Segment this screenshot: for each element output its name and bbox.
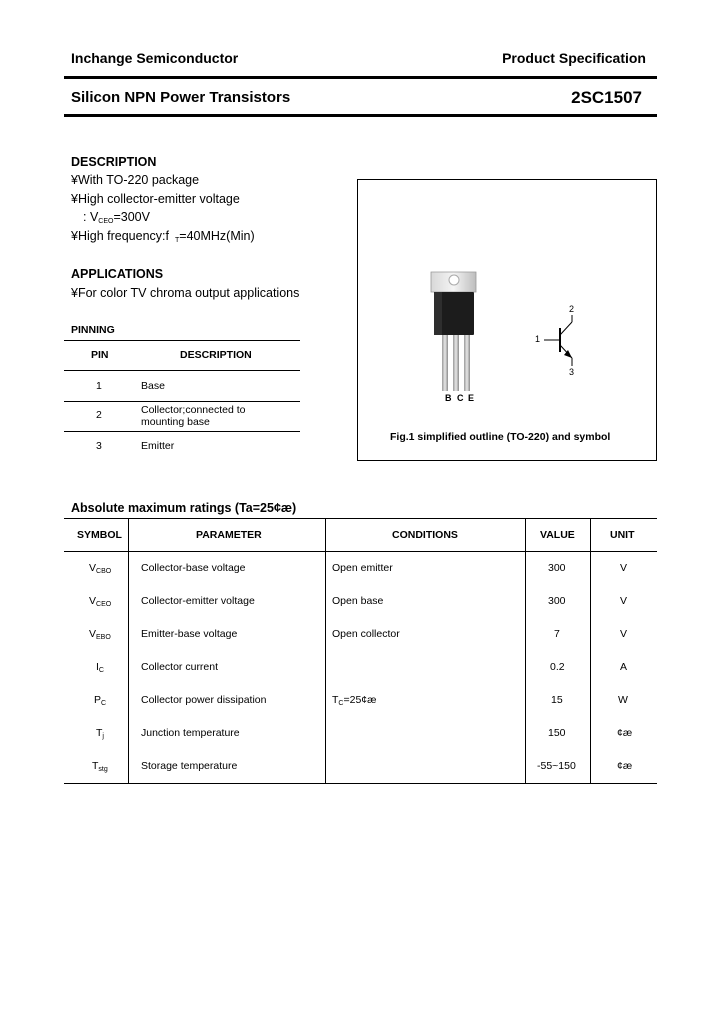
application-item: ¥For color TV chroma output applications <box>71 286 300 300</box>
rating-symbol: $V_{CEO}$ <box>89 595 112 608</box>
rating-unit: A <box>620 661 628 673</box>
col-unit: UNIT <box>610 529 635 541</box>
ratings-col-divider <box>525 518 526 783</box>
product-line: Silicon NPN Power Transistors <box>71 89 291 106</box>
pin-number: 3 <box>96 440 102 452</box>
symbol-pin-1: 1 <box>535 334 541 344</box>
applications-title: APPLICATIONS <box>71 267 164 281</box>
rating-symbol: $P_C$ <box>94 694 107 707</box>
rating-parameter: Collector current <box>141 661 219 673</box>
rating-unit: V <box>620 628 628 640</box>
part-number: 2SC1507 <box>571 88 642 107</box>
pinning-rule <box>64 431 300 432</box>
ratings-col-divider <box>590 518 591 783</box>
pin-number: 1 <box>96 380 102 392</box>
pinning-title: PINNING <box>71 324 115 336</box>
rating-symbol: $I_C$ <box>96 661 104 674</box>
header-rule-bottom <box>64 114 657 117</box>
description-title: DESCRIPTION <box>71 155 157 169</box>
pinning-col-description: DESCRIPTION <box>180 349 252 361</box>
pinning-col-pin: PIN <box>91 349 109 361</box>
rating-symbol: $V_{CBO}$ <box>89 562 112 575</box>
rating-value: 300 <box>548 562 566 574</box>
rating-value: 150 <box>548 727 566 739</box>
description-item: ¥High collector-emitter voltage <box>71 192 240 206</box>
pin-description: Emitter <box>141 440 175 452</box>
rating-symbol: $T_{stg}$ <box>92 760 108 773</box>
ratings-col-divider <box>128 518 129 783</box>
header-rule-top <box>64 76 657 79</box>
lead-label-b: B <box>445 393 453 403</box>
figure-caption: Fig.1 simplified outline (TO-220) and symbol <box>390 431 611 443</box>
ratings-rule-top <box>64 518 657 519</box>
pinning-rule <box>64 340 300 341</box>
rating-parameter: Junction temperature <box>141 727 240 739</box>
description-item: ¥High frequency:f $_T$=40MHz(Min) <box>71 229 255 244</box>
ratings-title: Absolute maximum ratings (Ta=25¢æ) <box>71 501 297 515</box>
rating-condition: $T_C=25¢æ$ <box>332 694 377 707</box>
pinning-rule <box>64 401 300 402</box>
rating-symbol: $V_{EBO}$ <box>89 628 111 641</box>
rating-value: 0.2 <box>550 661 565 673</box>
rating-symbol: $T_j$ <box>96 727 104 740</box>
lead-label-e: E <box>468 393 475 403</box>
rating-parameter: Collector power dissipation <box>141 694 267 706</box>
pin-description: Base <box>141 380 165 392</box>
rating-unit: W <box>618 694 628 706</box>
col-conditions: CONDITIONS <box>392 529 458 541</box>
rating-parameter: Storage temperature <box>141 760 238 772</box>
symbol-pin-2: 2 <box>569 304 575 314</box>
ratings-rule-header <box>64 551 657 552</box>
rating-parameter: Emitter-base voltage <box>141 628 238 640</box>
lead-label-c: C <box>457 393 464 403</box>
rating-value: 15 <box>551 694 563 706</box>
col-parameter: PARAMETER <box>196 529 262 541</box>
document-type: Product Specification <box>502 50 646 66</box>
description-item: ¥With TO-220 package <box>71 173 200 187</box>
col-symbol: SYMBOL <box>77 529 122 541</box>
pinning-rule <box>64 370 300 371</box>
rating-unit: V <box>620 595 628 607</box>
ratings-col-divider <box>325 518 326 783</box>
rating-value: 7 <box>554 628 560 640</box>
rating-parameter: Collector-base voltage <box>141 562 246 574</box>
rating-condition: Open collector <box>332 628 400 640</box>
rating-unit: V <box>620 562 628 574</box>
pin-number: 2 <box>96 409 102 421</box>
symbol-pin-3: 3 <box>569 367 575 377</box>
rating-condition: Open emitter <box>332 562 393 574</box>
rating-unit: ¢æ <box>617 760 633 772</box>
rating-unit: ¢æ <box>617 727 633 739</box>
rating-value: 300 <box>548 595 566 607</box>
rating-value: -55~150 <box>537 760 576 772</box>
company-name: Inchange Semiconductor <box>71 50 239 66</box>
figure-box <box>357 179 657 461</box>
pin-description: Collector;connected to mounting base <box>141 404 246 428</box>
ratings-rule-bottom <box>64 783 657 784</box>
rating-condition: Open base <box>332 595 384 607</box>
vceo-spec: : $V_{CEO}=300V$ <box>83 210 150 225</box>
rating-parameter: Collector-emitter voltage <box>141 595 255 607</box>
to220-package-illustration <box>358 180 656 460</box>
col-value: VALUE <box>540 529 575 541</box>
